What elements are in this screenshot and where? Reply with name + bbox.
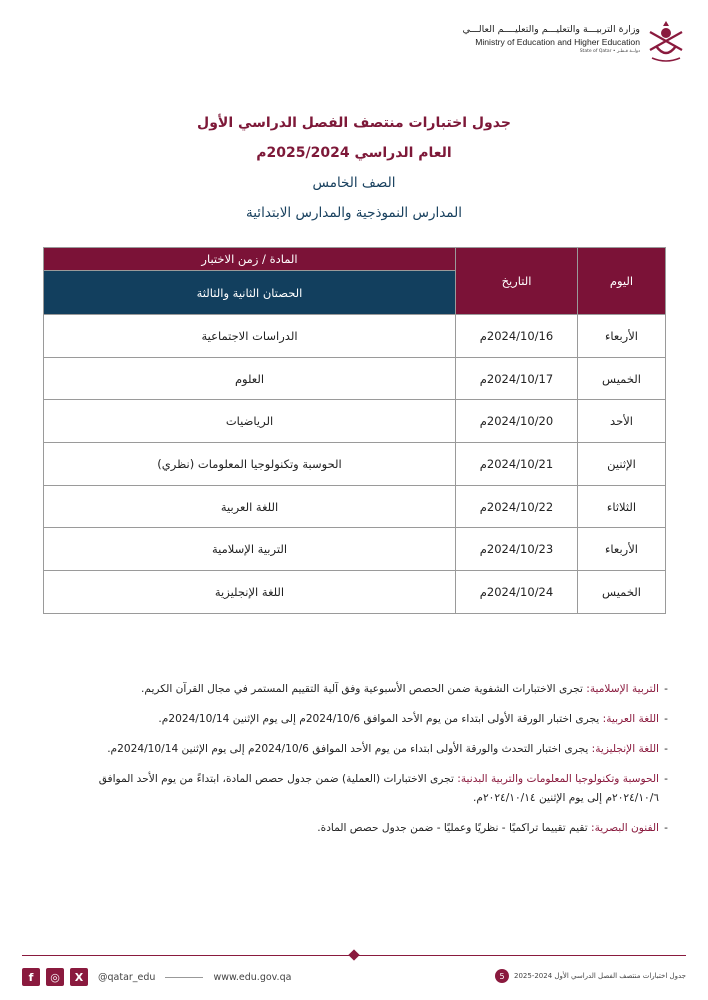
qatar-emblem-icon: [646, 20, 686, 64]
table-row: [44, 357, 666, 400]
note-item: [46, 770, 668, 808]
table-row: [44, 400, 666, 443]
page-number: 5: [495, 969, 509, 983]
cell-date: 2024/10/20م: [456, 400, 578, 443]
cell-date: 2024/10/16م: [456, 315, 578, 358]
note-item: [46, 740, 668, 759]
exam-schedule-table: [43, 247, 666, 614]
grade-title: الصف الخامس: [312, 175, 396, 191]
note-item: [46, 680, 668, 699]
header-date: التاريخ: [456, 248, 578, 315]
note-text: يجرى اختبار الورقة الأولى ابتداء من يوم الأحد الموافق 2024/10/6م إلى يوم الإثنين 2024/10/14م.: [158, 713, 603, 725]
ministry-name-en: Ministry of Education and Higher Education: [475, 37, 640, 47]
state-of-qatar: State of Qatar • دولــة قـطـر: [579, 49, 640, 54]
cell-date: 2024/10/17م: [456, 357, 578, 400]
cell-day: الأحد: [578, 400, 666, 443]
note-label: الحوسبة وتكنولوجيا المعلومات والتربية البدنية:: [457, 773, 659, 785]
note-label: اللغة العربية:: [602, 713, 659, 725]
academic-year: العام الدراسي 2025/2024م: [256, 145, 452, 161]
note-item: [46, 819, 668, 838]
cell-subject: الرياضيات: [44, 400, 456, 443]
document-titles: [0, 108, 708, 228]
schools-title: المدارس النموذجية والمدارس الابتدائية: [246, 205, 462, 221]
footer-social: [22, 967, 291, 987]
x-icon[interactable]: X: [70, 968, 88, 986]
footer-separator: [165, 977, 203, 978]
instagram-icon[interactable]: ◎: [46, 968, 64, 986]
note-label: التربية الإسلامية:: [586, 683, 659, 695]
header-day: اليوم: [578, 248, 666, 315]
table-row: [44, 485, 666, 528]
cell-date: 2024/10/24م: [456, 571, 578, 614]
cell-date: 2024/10/22م: [456, 485, 578, 528]
header-subject: المادة / زمن الاختبار: [44, 248, 456, 271]
cell-date: 2024/10/21م: [456, 443, 578, 486]
notes-list: [46, 680, 668, 849]
cell-subject: اللغة الإنجليزية: [44, 571, 456, 614]
website-link[interactable]: www.edu.gov.qa: [213, 971, 292, 983]
document-title: جدول اختبارات منتصف الفصل الدراسي الأول: [197, 115, 511, 131]
note-label: الفنون البصرية:: [591, 822, 659, 834]
note-label: اللغة الإنجليزية:: [591, 743, 659, 755]
cell-date: 2024/10/23م: [456, 528, 578, 571]
note-text: يجرى اختبار التحدث والورقة الأولى ابتداء من يوم الأحد الموافق 2024/10/6م إلى يوم الإثنين 2024/10/14م.: [107, 743, 592, 755]
cell-day: الأربعاء: [578, 315, 666, 358]
note-text: تجرى الاختبارات الشفوية ضمن الحصص الأسبوعية وفق آلية التقييم المستمر في مجال القرآن الكريم.: [141, 683, 587, 695]
note-text: تجرى الاختبارات (العملية) ضمن جدول حصص المادة، ابتداءً من يوم الأحد الموافق ٢٠٢٤/١٠/٦م إلى يوم الإثنين ٢٠٢٤/١٠/١٤م.: [98, 773, 659, 804]
table-row: [44, 571, 666, 614]
cell-day: الثلاثاء: [578, 485, 666, 528]
footer-page-info: [495, 969, 686, 983]
table-row: [44, 315, 666, 358]
cell-subject: التربية الإسلامية: [44, 528, 456, 571]
footer-doc-title: جدول اختبارات منتصف الفصل الدراسي الأول 2024-2025: [513, 972, 686, 980]
ministry-name-ar: وزارة التربيـــة والتعليـــم والتعليــــم العالـــي: [462, 24, 640, 35]
cell-subject: العلوم: [44, 357, 456, 400]
social-handle[interactable]: @qatar_edu: [98, 971, 156, 983]
note-text: تقيم تقييما تراكميًا - نظريًا وعمليًا - ضمن جدول حصص المادة.: [317, 822, 592, 834]
cell-day: الإثنين: [578, 443, 666, 486]
header-periods: الحصتان الثانية والثالثة: [44, 271, 456, 315]
cell-day: الخميس: [578, 357, 666, 400]
table-row: [44, 528, 666, 571]
footer-diamond: [348, 949, 359, 960]
cell-subject: الحوسبة وتكنولوجيا المعلومات (نظري): [44, 443, 456, 486]
table-row: [44, 443, 666, 486]
cell-day: الخميس: [578, 571, 666, 614]
ministry-logo: [456, 20, 686, 66]
cell-subject: الدراسات الاجتماعية: [44, 315, 456, 358]
cell-day: الأربعاء: [578, 528, 666, 571]
note-item: [46, 710, 668, 729]
facebook-icon[interactable]: f: [22, 968, 40, 986]
cell-subject: اللغة العربية: [44, 485, 456, 528]
